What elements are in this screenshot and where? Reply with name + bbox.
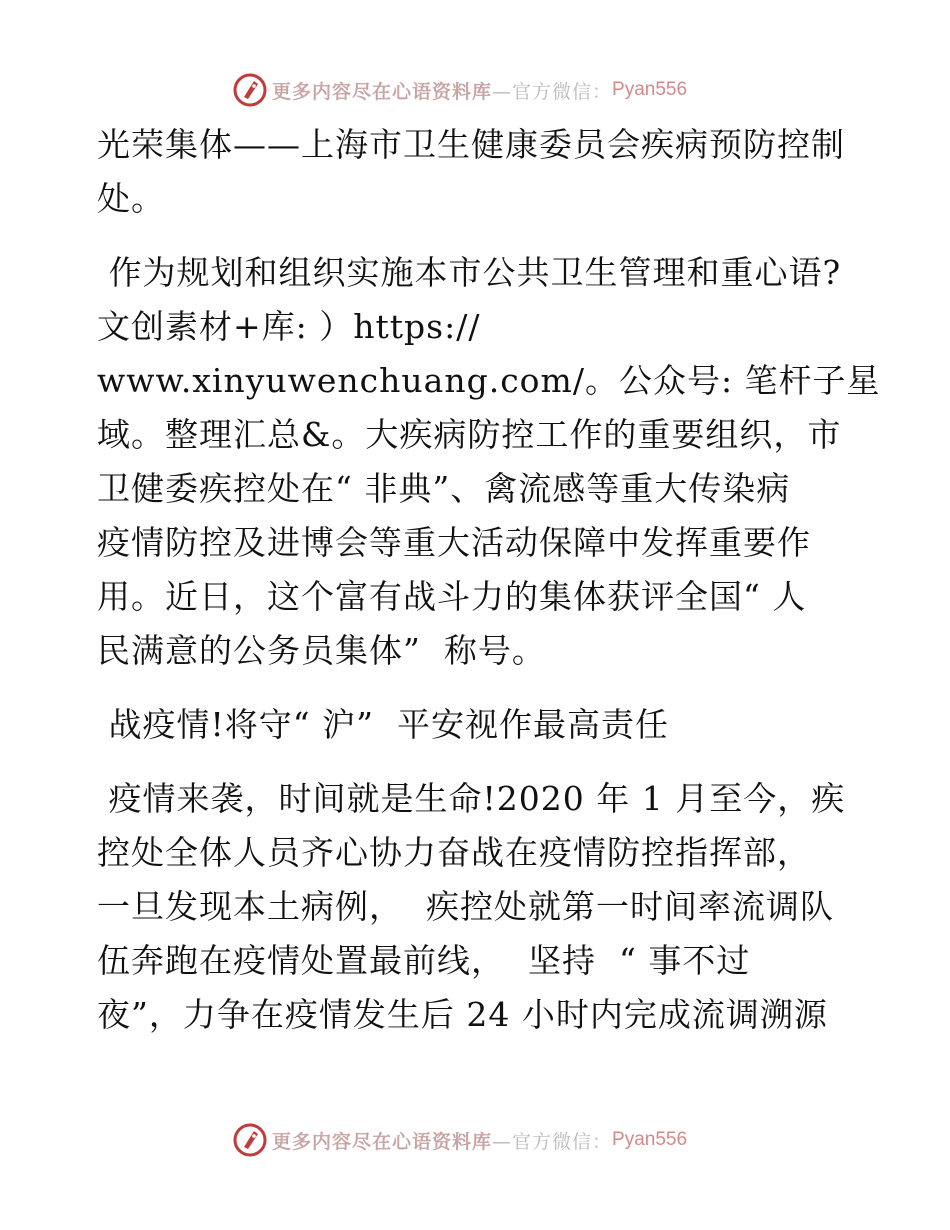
text-line: 夜”，力争在疫情发生后 24 小时内完成流调溯源 bbox=[97, 995, 828, 1034]
text-line: 卫健委疾控处在“ 非典”、禽流感等重大传染病 bbox=[97, 469, 791, 508]
watermark-text: 更多内容尽在心语资料库 bbox=[272, 80, 493, 103]
watermark-wechat-id: Pyan556 bbox=[612, 79, 688, 100]
header-watermark bbox=[232, 70, 752, 110]
watermark-separator: —官方微信： bbox=[492, 80, 613, 103]
watermark-separator: —官方微信： bbox=[492, 1130, 613, 1153]
watermark-text: 更多内容尽在心语资料库 bbox=[272, 1130, 493, 1153]
text-line: 控处全体人员齐心协力奋战在疫情防控指挥部， bbox=[97, 833, 811, 872]
text-line: 疫情来袭，时间就是生命!2020 年 1 月至今，疾 bbox=[97, 779, 846, 818]
paragraph-body bbox=[97, 772, 857, 1042]
text-line: 一旦发现本土病例， 疾控处就第一时间率流调队 bbox=[97, 887, 834, 926]
text-line: 伍奔跑在疫情处置最前线， 坚持 “ 事不过 bbox=[97, 941, 751, 980]
pen-nib-logo-icon bbox=[232, 72, 268, 108]
section-heading bbox=[97, 698, 857, 752]
text-line: www.xinyuwenchuang.com/。公众号: 笔杆子星 bbox=[97, 361, 881, 400]
text-line: 处。 bbox=[97, 179, 165, 218]
footer-watermark bbox=[232, 1120, 752, 1160]
document-body bbox=[97, 118, 881, 1042]
paragraph-title bbox=[97, 118, 857, 226]
watermark-wechat-id: Pyan556 bbox=[612, 1129, 688, 1150]
paragraph-intro bbox=[97, 246, 881, 678]
text-line: 疫情防控及进博会等重大活动保障中发挥重要作 bbox=[97, 523, 811, 562]
text-line: 文创素材+库: ）https:// bbox=[97, 307, 481, 346]
text-line: 民满意的公务员集体” 称号。 bbox=[97, 631, 546, 670]
pen-nib-logo-icon bbox=[232, 1122, 268, 1158]
text-line: 战疫情!将守“ 沪” 平安视作最高责任 bbox=[97, 705, 669, 744]
text-line: 域。整理汇总&。大疾病防控工作的重要组织，市 bbox=[97, 415, 842, 454]
text-line: 作为规划和组织实施本市公共卫生管理和重心语? bbox=[97, 253, 842, 292]
text-line: 光荣集体——上海市卫生健康委员会疾病预防控制 bbox=[97, 125, 845, 164]
text-line: 用。近日，这个富有战斗力的集体获评全国“ 人 bbox=[97, 577, 807, 616]
